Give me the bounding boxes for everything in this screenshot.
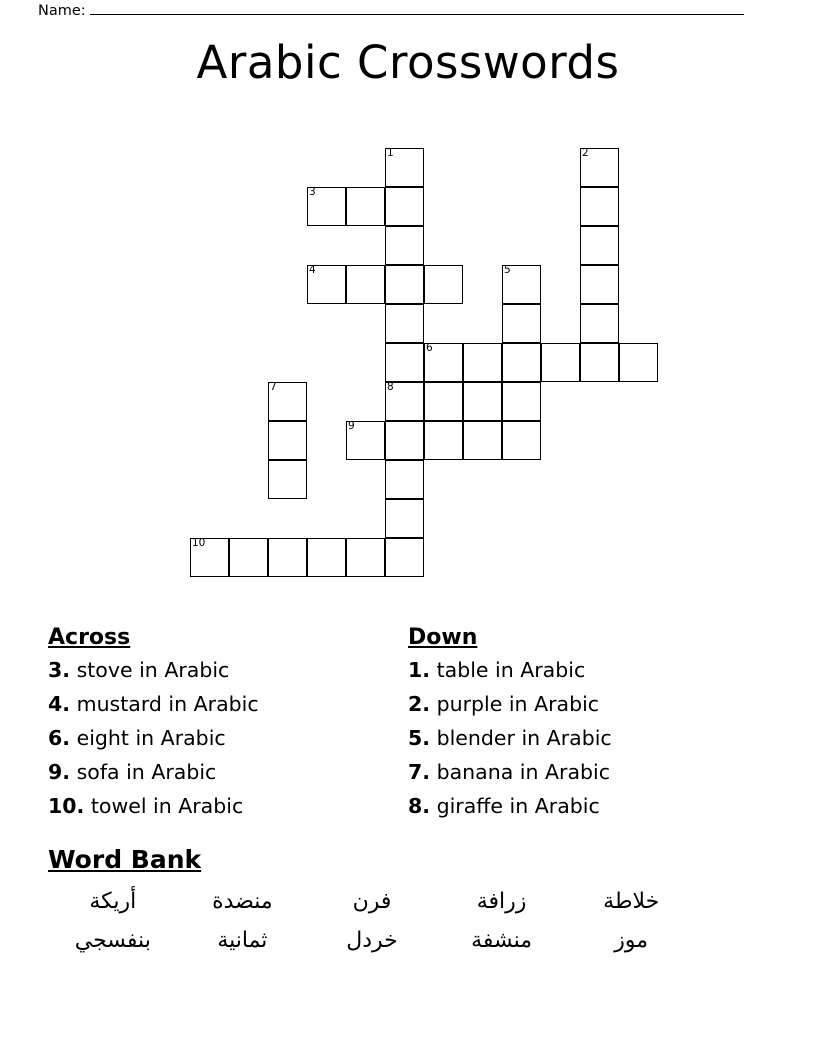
cell-number: 6 <box>426 342 433 354</box>
crossword-cell[interactable] <box>229 538 268 577</box>
down-column <box>408 625 768 823</box>
crossword-cell[interactable] <box>502 304 541 343</box>
page-title: Arabic Crosswords <box>196 36 620 89</box>
crossword-cell[interactable] <box>385 421 424 460</box>
name-field-row <box>38 2 744 19</box>
word-bank-word: فرن <box>352 889 392 914</box>
crossword-cell[interactable] <box>385 226 424 265</box>
word-bank-word: ثمانية <box>217 928 268 953</box>
crossword-cell[interactable] <box>385 460 424 499</box>
clue-down-5 <box>408 789 768 823</box>
crossword-cell[interactable] <box>580 304 619 343</box>
word-bank-word: منشفة <box>471 928 533 953</box>
crossword-cell[interactable] <box>541 343 580 382</box>
crossword-cell-6[interactable] <box>424 343 463 382</box>
clue-text: purple in Arabic <box>436 692 600 716</box>
crossword-cell-9[interactable] <box>346 421 385 460</box>
word-bank-row <box>48 882 696 921</box>
clue-down-2 <box>408 687 768 721</box>
crossword-cell[interactable] <box>385 343 424 382</box>
cell-number: 8 <box>387 381 394 393</box>
word-bank-word: خردل <box>346 928 398 953</box>
clue-text: mustard in Arabic <box>76 692 259 716</box>
crossword-cell[interactable] <box>463 343 502 382</box>
clue-text: table in Arabic <box>436 658 586 682</box>
clue-number: 8. <box>408 794 431 818</box>
crossword-cell[interactable] <box>463 421 502 460</box>
crossword-cell-4[interactable] <box>307 265 346 304</box>
crossword-cell[interactable] <box>502 382 541 421</box>
clue-number: 4. <box>48 692 71 716</box>
clues-section <box>48 625 768 823</box>
cell-number: 3 <box>309 186 316 198</box>
crossword-cell-1[interactable] <box>385 148 424 187</box>
crossword-cell[interactable] <box>268 460 307 499</box>
clue-number: 1. <box>408 658 431 682</box>
across-column <box>48 625 408 823</box>
crossword-cell-10[interactable] <box>190 538 229 577</box>
word-bank-word: بنفسجي <box>74 928 151 953</box>
crossword-cell[interactable] <box>268 538 307 577</box>
clue-down-1 <box>408 653 768 687</box>
crossword-cell-7[interactable] <box>268 382 307 421</box>
crossword-cell[interactable] <box>307 538 346 577</box>
crossword-cell[interactable] <box>580 265 619 304</box>
clue-number: 10. <box>48 794 85 818</box>
crossword-cell-8[interactable] <box>385 382 424 421</box>
word-bank-row <box>48 921 696 960</box>
crossword-cell[interactable] <box>502 343 541 382</box>
clue-across-3 <box>48 721 408 755</box>
clue-across-4 <box>48 755 408 789</box>
clue-number: 9. <box>48 760 71 784</box>
crossword-cell-3[interactable] <box>307 187 346 226</box>
name-label: Name: <box>38 3 86 19</box>
word-bank-word: زرافة <box>476 889 527 914</box>
crossword-cell[interactable] <box>502 421 541 460</box>
word-bank-word: موز <box>614 928 649 953</box>
crossword-cell-5[interactable] <box>502 265 541 304</box>
crossword-cell-2[interactable] <box>580 148 619 187</box>
clue-text: eight in Arabic <box>76 726 226 750</box>
clue-across-5 <box>48 789 408 823</box>
word-bank-word: أريكة <box>89 889 137 914</box>
cell-number: 7 <box>270 381 277 393</box>
clue-number: 6. <box>48 726 71 750</box>
clue-text: sofa in Arabic <box>76 760 217 784</box>
word-bank-word: خلاطة <box>603 889 660 914</box>
crossword-cell[interactable] <box>424 421 463 460</box>
crossword-grid[interactable] <box>0 140 816 600</box>
clue-text: giraffe in Arabic <box>436 794 600 818</box>
crossword-cell[interactable] <box>385 265 424 304</box>
crossword-cell[interactable] <box>619 343 658 382</box>
clue-across-2 <box>48 687 408 721</box>
cell-number: 9 <box>348 420 355 432</box>
crossword-cell[interactable] <box>385 499 424 538</box>
crossword-cell[interactable] <box>346 187 385 226</box>
word-bank-word: منضدة <box>212 889 273 914</box>
name-input-line[interactable] <box>90 2 744 15</box>
down-heading: Down <box>408 625 478 650</box>
cell-number: 4 <box>309 264 316 276</box>
clue-text: towel in Arabic <box>90 794 244 818</box>
crossword-cell[interactable] <box>385 538 424 577</box>
clue-text: blender in Arabic <box>436 726 612 750</box>
clue-text: stove in Arabic <box>76 658 230 682</box>
crossword-cell[interactable] <box>580 343 619 382</box>
crossword-cell[interactable] <box>424 382 463 421</box>
clue-across-1 <box>48 653 408 687</box>
clue-text: banana in Arabic <box>436 760 610 784</box>
word-bank-heading: Word Bank <box>48 845 202 874</box>
crossword-cell[interactable] <box>580 226 619 265</box>
cell-number: 2 <box>582 147 589 159</box>
crossword-cell[interactable] <box>346 538 385 577</box>
clue-number: 7. <box>408 760 431 784</box>
crossword-cell[interactable] <box>463 382 502 421</box>
across-heading: Across <box>48 625 131 650</box>
cell-number: 1 <box>387 147 394 159</box>
clue-number: 5. <box>408 726 431 750</box>
crossword-cell[interactable] <box>385 304 424 343</box>
clue-number: 2. <box>408 692 431 716</box>
clue-down-3 <box>408 721 768 755</box>
crossword-cell[interactable] <box>268 421 307 460</box>
crossword-cell[interactable] <box>580 187 619 226</box>
crossword-cell[interactable] <box>424 265 463 304</box>
crossword-cell[interactable] <box>346 265 385 304</box>
clue-number: 3. <box>48 658 71 682</box>
cell-number: 5 <box>504 264 511 276</box>
word-bank <box>48 882 696 960</box>
clue-down-4 <box>408 755 768 789</box>
crossword-cell[interactable] <box>385 187 424 226</box>
cell-number: 10 <box>192 537 206 549</box>
